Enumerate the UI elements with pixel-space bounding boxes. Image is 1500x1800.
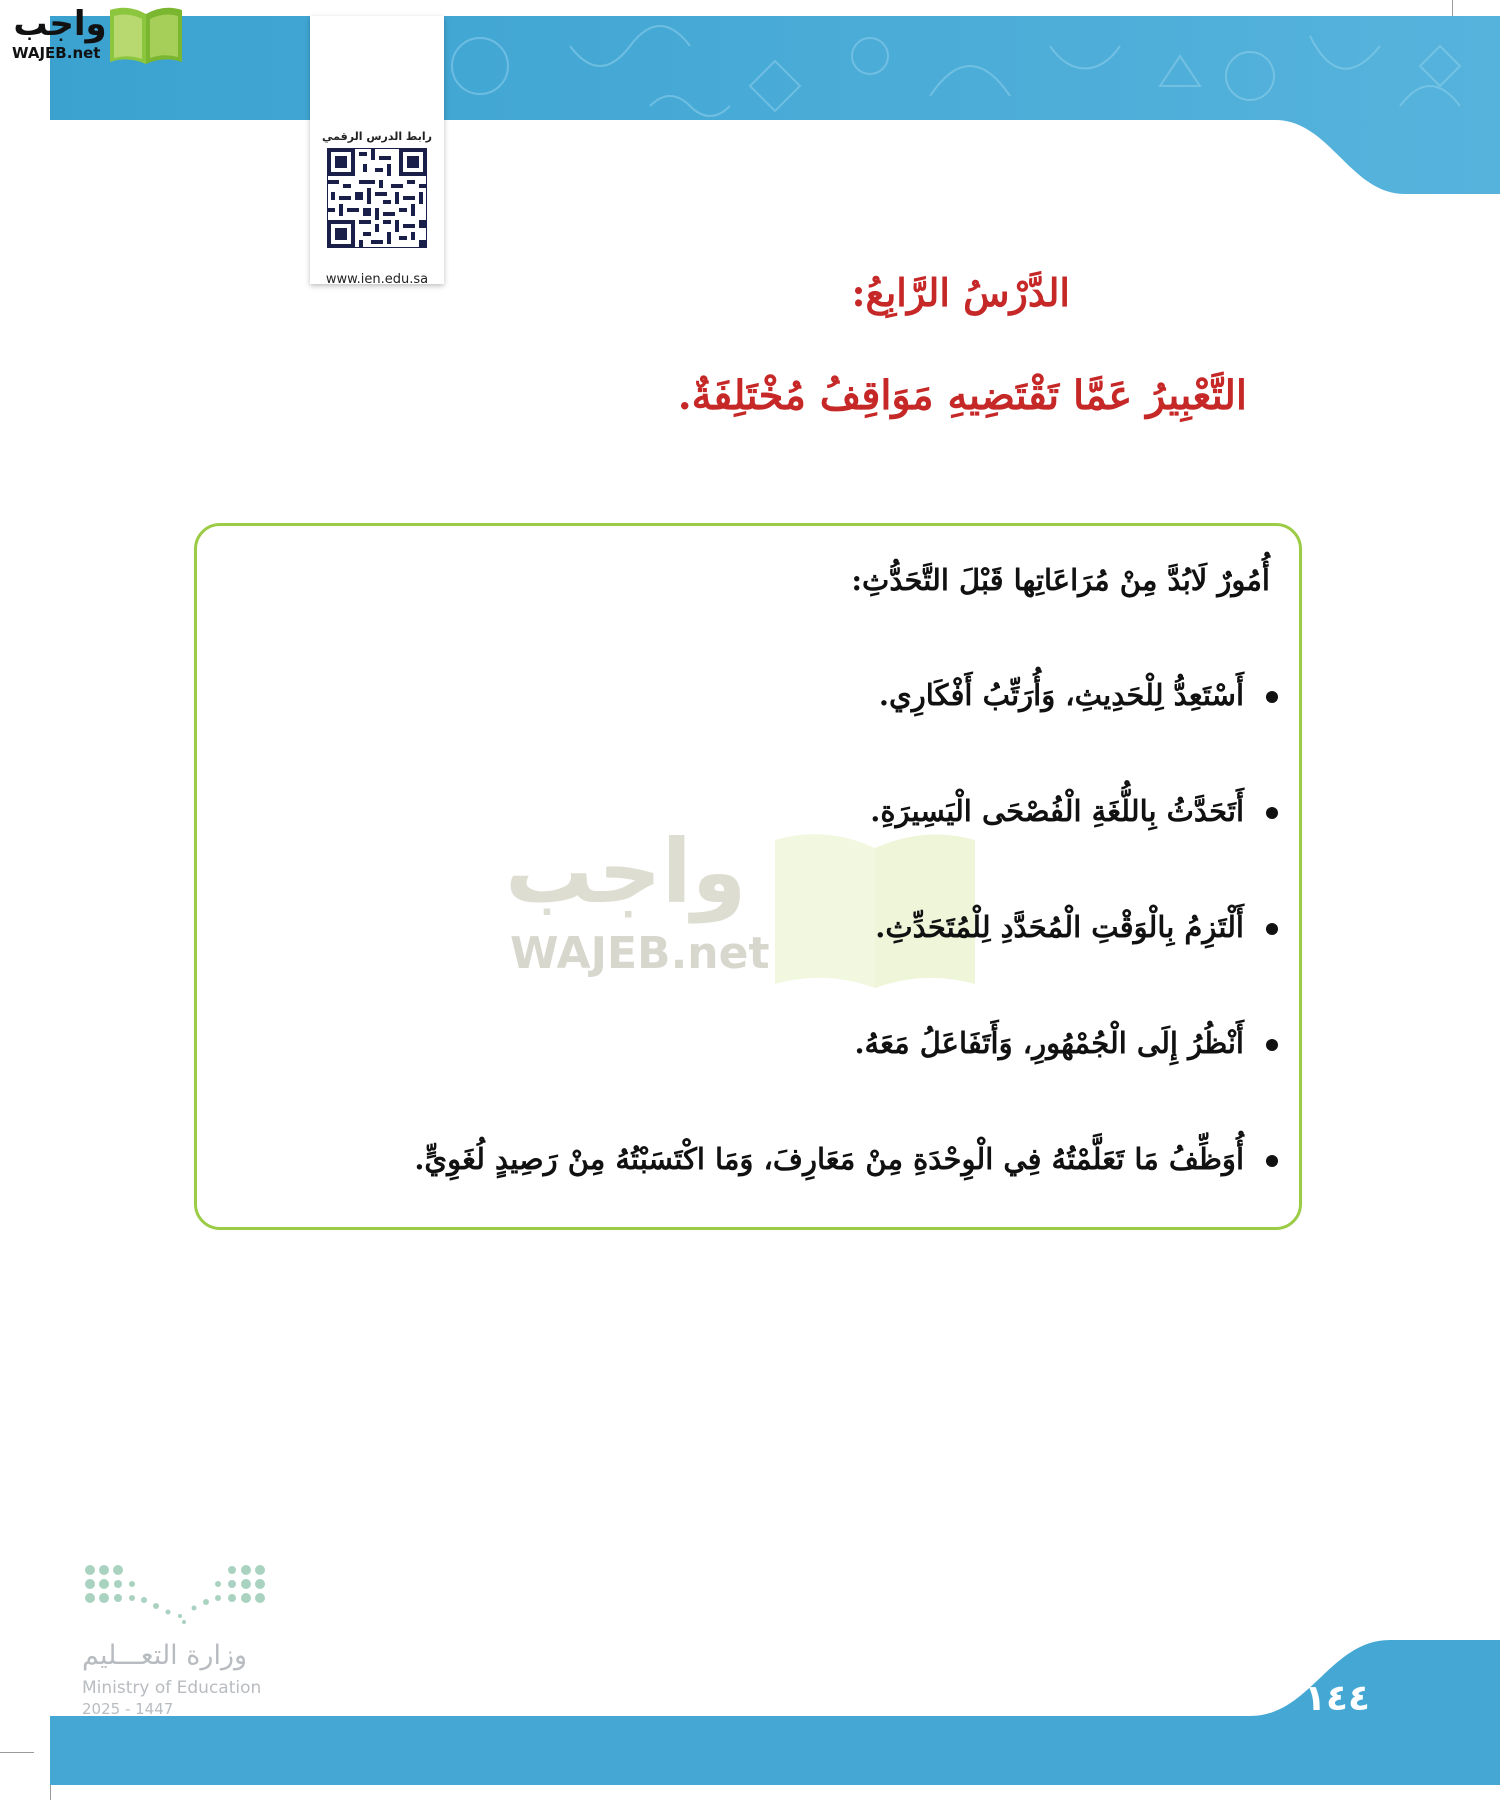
list-item-text: أَتَحَدَّثُ بِاللُّغَةِ الْفُصْحَى الْيَسِيرَةِ.: [870, 794, 1244, 828]
edition-year: 2025 - 1447: [82, 1700, 174, 1718]
box-intro: أُمُورٌ لَابُدَّ مِنْ مُرَاعَاتِها قَبْلَ التَّحَدُّثِ:: [851, 563, 1270, 597]
list-item-text: أُوَظِّفُ مَا تَعَلَّمْتُهُ فِي الْوِحْدَةِ مِنْ مَعَارِفَ، وَمَا اكْتَسَبْتُهُ مِنْ رَصِيدٍ لُغَوِيٍّ.: [414, 1142, 1244, 1176]
page-number: ١٤٤: [1304, 1678, 1370, 1719]
watermark-latin: WAJEB.net: [510, 928, 770, 979]
header-band: [50, 16, 1500, 194]
brand-latin: WAJEB.net: [12, 44, 101, 62]
ministry-logo-icon: [80, 1562, 270, 1628]
ministry-name-arabic: وزارة التعـــليم: [82, 1640, 248, 1671]
list-item: [414, 1142, 1278, 1176]
bullet-icon: [1266, 1039, 1278, 1051]
footer-band: [50, 1640, 1500, 1785]
qr-code-icon[interactable]: [327, 148, 427, 248]
list-item: [854, 1026, 1278, 1060]
list-item-text: أَنْظُرُ إِلَى الْجُمْهُورِ، وَأَتَفَاعَلُ مَعَهُ.: [854, 1026, 1244, 1060]
qr-card[interactable]: [310, 16, 444, 287]
brand-arabic: واجب: [13, 4, 107, 44]
qr-label: رابط الدرس الرقمي: [322, 130, 432, 143]
qr-url[interactable]: www.ien.edu.sa: [325, 272, 429, 287]
list-item: [870, 794, 1278, 828]
list-item-text: أَسْتَعِدُّ لِلْحَدِيثِ، وَأُرَتِّبُ أَفْكَارِي.: [878, 678, 1244, 712]
bullet-icon: [1266, 1155, 1278, 1167]
list-item: [879, 678, 1278, 712]
bullet-icon: [1266, 691, 1278, 703]
list-item-text: أَلْتَزِمُ بِالْوَقْتِ الْمُحَدَّدِ لِلْمُتَحَدِّثِ.: [875, 910, 1244, 944]
bullet-icon: [1266, 807, 1278, 819]
bullet-icon: [1266, 923, 1278, 935]
list-item: [875, 910, 1278, 944]
ministry-name-english: Ministry of Education: [82, 1678, 262, 1698]
lesson-title: الدَّرْسُ الرَّابِعُ:: [851, 270, 1070, 315]
lesson-subtitle: التَّعْبِيرُ عَمَّا تَقْتَضِيهِ مَوَاقِفُ مُخْتَلِفَةٌ.: [677, 372, 1247, 419]
watermark-arabic: واجب: [505, 820, 747, 923]
crop-mark: [0, 1752, 34, 1753]
